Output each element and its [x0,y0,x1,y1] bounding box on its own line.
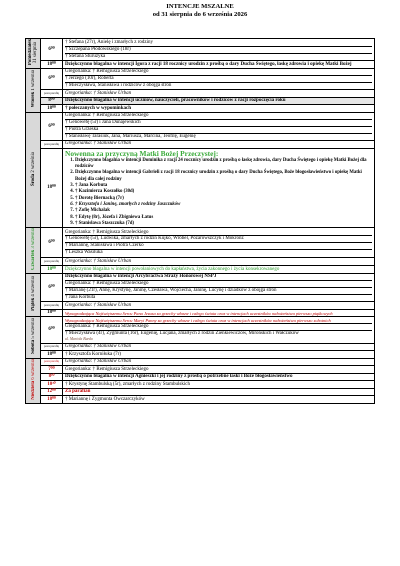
intention-cell: Gregorianka: † Stanisław Urban [63,358,375,366]
mass-time: 6⁰⁰ [41,112,63,140]
intention-line: † Mariannę, Stanisława i Piotra Czerko [65,242,372,249]
table-row [26,105,375,113]
mass-time: poza parafią [41,90,63,98]
intention-cell: Gregorianka: † Stanisław Urban [63,258,375,266]
intention-line: † Leszka Wasiluka [65,249,372,256]
intention-cell [63,274,375,302]
intention-line: † Jana Korbuta [65,294,372,301]
intention-cell: Gregorianka: † Remigiusza Strzeleckiego [63,366,375,374]
list-item: 8. † Edytę (8r), Józefa i Zbigniewa Łatus [75,215,372,221]
intention-cell: Dziękczynno błagalna w intencji powołaniowych do kapłaństwa, życia zakonnego i życia konsekrowanego [63,266,375,274]
mass-time: 12⁰⁰ [41,388,63,396]
intention-cell: Wynagradzająca Najświętszemu Sercu Pana Jezusa za grzechy własne i całego świata oraz w intencjach uczestników nabożeństwa pierwszo piątkowych [63,309,375,317]
table-row [26,366,375,374]
page-subtitle: od 31 sierpnia do 6 września 2026 [152,11,248,18]
table-row [26,358,375,366]
mass-time: 18⁰⁰ [41,61,63,69]
day-cell-saturday [26,317,41,359]
intention-cell [63,317,375,344]
day-date: 5 września [30,318,36,339]
intention-cell: Dziękczynno błagalna w intencji Agnieszki i jej rodziny z prośbą o potrzebne łaski i Boże błogosławieństwo [63,373,375,381]
intention-line: Gregorianka: † Remigiusza Strzeleckiego [65,113,149,119]
list-item: 6. † Krzysztofa i Janinę, zmarłych z rodziny Jaszczuków [75,202,372,208]
intention-line: † Stefana (27r), Anielę i zmarłych z rodziny [65,39,154,45]
day-date: 2 września [30,151,36,173]
list-item: 5. † Dorotę Biernacką (7r) [75,196,372,202]
table-row [26,90,375,98]
page-header [0,0,400,19]
day-name: Poniedziałek [28,39,33,66]
table-row [26,373,375,381]
intention-cell: † Krystynę Stambulską (5r), zmarłych z rodziny Stambulskich [63,381,375,389]
day-date: 4 września [30,276,36,298]
mass-time: 18⁰⁰ [41,148,63,228]
table-row [26,309,375,317]
novena-list [65,158,372,227]
list-item: 4. † Kazimierza Koszołko (30d) [75,189,372,195]
table-row [26,141,375,149]
day-name: Niedziela [30,380,36,400]
intention-line: † Mieczysława (4r), Zygmunta (16r), Eugenię, Lucjana, zmarłych z rodzin Zienkiewiczów, Mirońskich i Wałczuków [65,330,372,337]
intention-line: † Stanisławę Tarasiuk, Jana, Mariusza, Marcina, Teofilę, Eugenię [65,133,372,140]
list-item: 1. Dziękczynno błagalna w intencji Dominika z racji 24 rocznicy urodzin z prośbą o łaskę zdrowia, dary Ducha Świętego i opiekę Matki Bożej dla rodziców [75,158,372,171]
table-row [26,343,375,351]
table-row [26,266,375,274]
page-title: INTENCJE MSZALNE [166,3,234,10]
table-row [26,396,375,404]
intention-cell: † połeczanych w wypominkach [63,105,375,113]
list-item: 7. † Zofię Michalak [75,208,372,214]
table-row [26,274,375,302]
mass-time: 8⁰⁰ [41,97,63,105]
table-row [26,39,375,61]
table-row [26,61,375,69]
day-name: Środa [30,173,36,186]
day-name: Czwartek [30,250,36,271]
day-date: 1 września [30,70,36,91]
table-row [26,69,375,90]
day-cell-thursday [26,228,41,274]
list-item: 9. † Stanisława Staszczuka (7d) [75,221,372,227]
mass-time: 18⁰⁰ [41,351,63,359]
mass-time: 18⁰⁰ [41,396,63,404]
day-cell-wednesday [26,112,41,228]
mass-time: 7⁰⁰ [41,366,63,374]
intention-cell: † Krzysztofa Korniłuka (7r) [63,351,375,359]
day-cell-tuesday [26,69,41,113]
intention-line: † Genowefę (5r), Ludwika, zmarłych z rodzin Kujko, Wróbel, Pożarowszczyk i Mokronz [65,235,372,242]
intention-cell: Gregorianka: † Stanisław Urban [63,90,375,98]
intention-cell [63,112,375,140]
table-row [26,258,375,266]
day-cell-sunday [26,358,41,403]
mass-time: 6⁰⁰ [41,39,63,61]
intention-cell: † Mariannę i Zygmunta Owczarczyków [63,396,375,404]
table-row [26,388,375,396]
mass-time: 6⁰⁰ [41,228,63,258]
intention-cell: Gregorianka: † Stanisław Urban [63,343,375,351]
intention-line: † Jerzego (10r), Roberta [65,75,372,82]
intention-cell: Gregorianka: † Stanisław Urban [63,141,375,149]
handwritten-note: ul. Mariola Burda [65,336,93,341]
mass-time: poza parafią [41,258,63,266]
intention-cell: Dziękczynno błagalna w intencji Igora z racji 18 rocznicy urodzin z prośbą o dary Ducha Świętego, łaskę zdrowia i opiekę Matki Bożej [63,61,375,69]
mass-time: 10³⁰ [41,381,63,389]
intention-line: Gregorianka: † Remigiusza Strzeleckiego [65,69,149,75]
table-row [26,302,375,310]
table-row [26,351,375,359]
intentions-table [25,38,375,404]
mass-time: 6⁰⁰ [41,69,63,90]
mass-time: 18⁰⁰ [41,266,63,274]
table-row [26,381,375,389]
intention-line: † Mieczysława, Stanisława i rodziców z obojga stron [65,82,372,89]
intention-cell [63,39,375,61]
mass-time: 6⁰⁰ [41,317,63,344]
intention-cell: Gregorianka: † Stanisław Urban [63,302,375,310]
intention-cell: Dziękczynno błagalna w intencji uczniów, nauczycieli, pracowników i rodziców z racji rozpoczęcia roku [63,97,375,105]
mass-time: 18⁰⁰ [41,309,63,317]
table-row [26,148,375,228]
mass-time: 8³⁰ [41,373,63,381]
intention-line: † Genowefę (5r) i Jana Dunajewskich [65,119,372,126]
intention-line: † Stefana Sturużyka [65,53,372,60]
day-date: 31 sierpnia [33,41,38,63]
day-date: 6 września [30,359,36,380]
mass-time: poza parafią [41,358,63,366]
list-item: 3. † Jana Korbuta [75,183,372,189]
intention-line: Dziękczynno błagalna w intencji Arcybractwa Straży Honorowej NSPJ [65,274,217,280]
novena-cell [63,148,375,228]
table-row [26,317,375,344]
intention-line: Gregorianka: † Remigiusza Strzeleckiego [65,280,372,287]
day-name: Sobota [30,340,36,355]
table-row [26,228,375,258]
mass-time: poza parafią [41,343,63,351]
intention-line: † Marianę (21r), Annę, Krystynę, Janinę, Czesława, Wojciecha, Janinę, Lucynę i dziadków z obojga stron [65,287,372,294]
day-cell-monday [26,39,41,69]
mass-time: 18⁰⁰ [41,105,63,113]
table-row [26,112,375,140]
mass-time: poza parafią [41,141,63,149]
intention-cell [63,69,375,90]
intention-line: † Piotra Grześka [65,126,372,133]
list-item: 2. Dziękczynno błagalna w intencji Gabrieli z racji 18 rocznicy urodzin z prośbą o dary Ducha Świętego, Boże błogosławieństwo i opiekę Matki Bożej dla całej rodziny [75,170,372,183]
intention-line: Wynagradzająca Najświętszemu Sercu Maryi Panny za grzechy własne i całego świata oraz w intencjach uczestników nabożeństwa pierwszo sobotnich [65,317,331,323]
intention-line: Gregorianka: † Remigiusza Strzeleckiego [65,229,149,235]
intention-cell: Za parafian [63,388,375,396]
mass-time: 6⁰⁰ [41,274,63,302]
day-name: Piątek [30,298,36,312]
day-date: 3 września [30,228,36,250]
day-name: Wtorek [30,92,36,108]
intention-cell [63,228,375,258]
table-row [26,97,375,105]
novena-heading: Nowenna za przyczyną Matki Bożej Przeczystej: [65,148,219,158]
intention-line: Gregorianka: † Remigiusza Strzeleckiego [65,323,372,330]
day-cell-friday [26,274,41,317]
intention-line: † Szczepana Płodowskiego (18r) [65,46,372,53]
mass-time: poza parafią [41,302,63,310]
